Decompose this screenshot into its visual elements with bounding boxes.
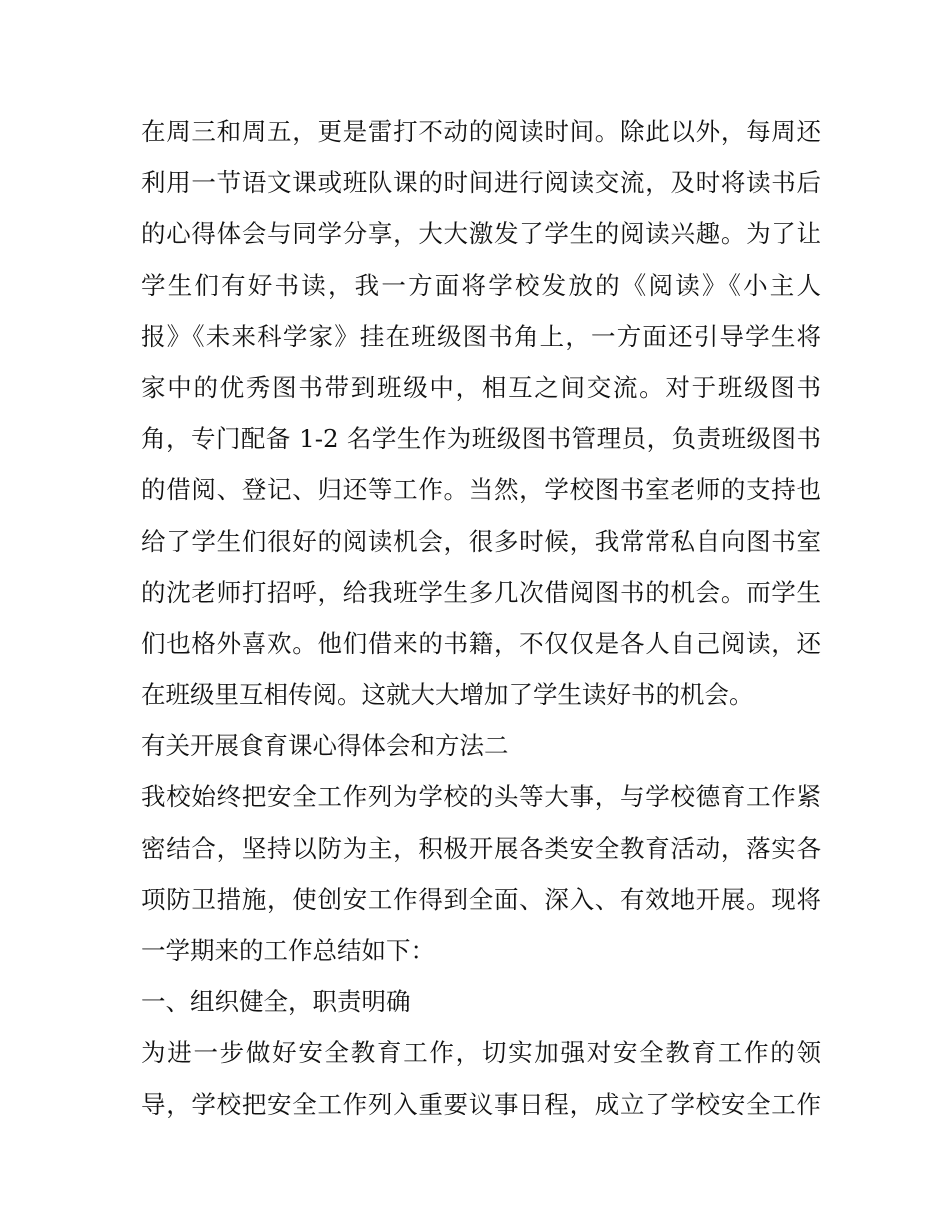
text-line: 有关开展食育课心得体会和方法二: [141, 731, 509, 761]
document-body: [141, 106, 821, 1130]
text-line: 为进一步做好安全教育工作，切实加强对安全教育工作的领: [141, 1038, 821, 1068]
text-line: 在班级里互相传阅。这就大大增加了学生读好书的机会。: [141, 680, 754, 710]
text-line: 利用一节语文课或班队课的时间进行阅读交流，及时将读书后: [141, 168, 821, 198]
text-line: 一学期来的工作总结如下：: [141, 936, 435, 965]
text-line: 项防卫措施，使创安工作得到全面、深入、有效地开展。现将: [141, 884, 821, 914]
text-line: 的借阅、登记、归还等工作。当然，学校图书室老师的支持也: [141, 475, 821, 505]
text-line: 的沈老师打招呼，给我班学生多几次借阅图书的机会。而学生: [141, 577, 821, 607]
text-line: 给了学生们很好的阅读机会，很多时候，我常常私自向图书室: [141, 526, 821, 556]
text-line: 们也格外喜欢。他们借来的书籍，不仅仅是各人自己阅读，还: [141, 628, 821, 658]
text-line: 家中的优秀图书带到班级中，相互之间交流。对于班级图书: [141, 372, 821, 402]
text-line: 学生们有好书读，我一方面将学校发放的《阅读》《小主人: [141, 270, 821, 300]
text-line: 报》《未来科学家》挂在班级图书角上，一方面还引导学生将: [141, 321, 821, 351]
text-line: 的心得体会与同学分享，大大激发了学生的阅读兴趣。为了让: [141, 219, 821, 249]
text-line: 密结合，坚持以防为主，积极开展各类安全教育活动，落实各: [141, 833, 821, 863]
text-line: 在周三和周五，更是雷打不动的阅读时间。除此以外，每周还: [141, 117, 821, 146]
text-line: 我校始终把安全工作列为学校的头等大事，与学校德育工作紧: [141, 782, 821, 812]
text-line: 导，学校把安全工作列入重要议事日程，成立了学校安全工作: [141, 1089, 821, 1119]
text-line: 一、组织健全，职责明确: [141, 987, 411, 1017]
text-line: 角，专门配备 1-2 名学生作为班级图书管理员，负责班级图书: [141, 424, 821, 454]
